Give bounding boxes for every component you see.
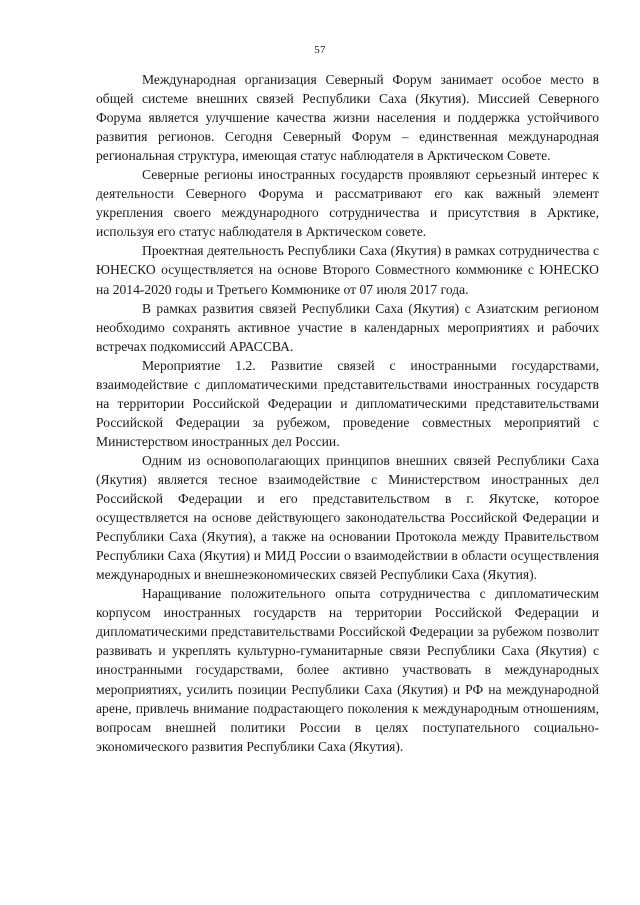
paragraph-northern-forum: Международная организация Северный Форум занимает особое место в общей системе внешних связей Республики Саха (Якутия). Миссией Северного Форума является улучшение качества жизни населения и поддержка устойчивого развития регионов. Сегодня Северный Форум – единственная международная региональная структура, имеющая статус наблюдателя в Арктическом Совете. xyxy=(96,72,599,164)
page-number: 57 xyxy=(314,44,326,56)
paragraph-mfa-cooperation: Одним из основополагающих принципов внешних связей Республики Саха (Якутия) является тесное взаимодействие с Министерством иностранных дел Российской Федерации и его представительством в г. Якутске, которое осуществляется на основе действующего законодательства Российской Федерации и Республики Саха (Якутия), а также на основании Протокола между Правительством Республики Саха (Якутия) и МИД России о взаимодействии в области осуществления международных и внешнеэкономических связей Республики Саха (Якутия). xyxy=(96,452,599,583)
paragraph-unesco: Проектная деятельность Республики Саха (Якутия) в рамках сотрудничества с ЮНЕСКО осуществляется на основе Второго Совместного коммюнике с ЮНЕСКО на 2014-2020 годы и Третьего Коммюнике от 07 июля 2017 года. xyxy=(96,243,599,297)
paragraph-measure-1-2: Мероприятие 1.2. Развитие связей с иностранными государствами, взаимодействие с дипломатическими представительствами иностранных государств на территории Российской Федерации и дипломатическими представительствами Российской Федерации за рубежом, проведение совместных мероприятий с Министерством иностранных дел России. xyxy=(96,357,599,449)
paragraph-asian-region: В рамках развития связей Республики Саха (Якутия) с Азиатским регионом необходимо сохранять активное участие в календарных мероприятиях и рабочих встречах подкомиссий АРАССВА. xyxy=(96,300,599,354)
document-body xyxy=(96,70,599,756)
paragraph-diplomatic-corps: Наращивание положительного опыта сотрудничества с дипломатическим корпусом иностранных государств на территории Российской Федерации и дипломатическими представительствами Российской Федерации за рубежом позволит развивать и укреплять культурно-гуманитарные связи Республики Саха (Якутия) с иностранными государствами, более активно участвовать в международных мероприятиях, усилить позиции Республики Саха (Якутия) и РФ на международной арене, привлечь внимание подрастающего поколения к международным отношениям, вопросам внешней политики России в целях поступательного социально-экономического развития Республики Саха (Якутия). xyxy=(96,586,599,754)
paragraph-northern-regions: Северные регионы иностранных государств проявляют серьезный интерес к деятельности Северного Форума и рассматривают его как важный элемент укрепления своего международного сотрудничества и присутствия в Арктике, используя его статус наблюдателя в Арктическом совете. xyxy=(96,167,599,240)
